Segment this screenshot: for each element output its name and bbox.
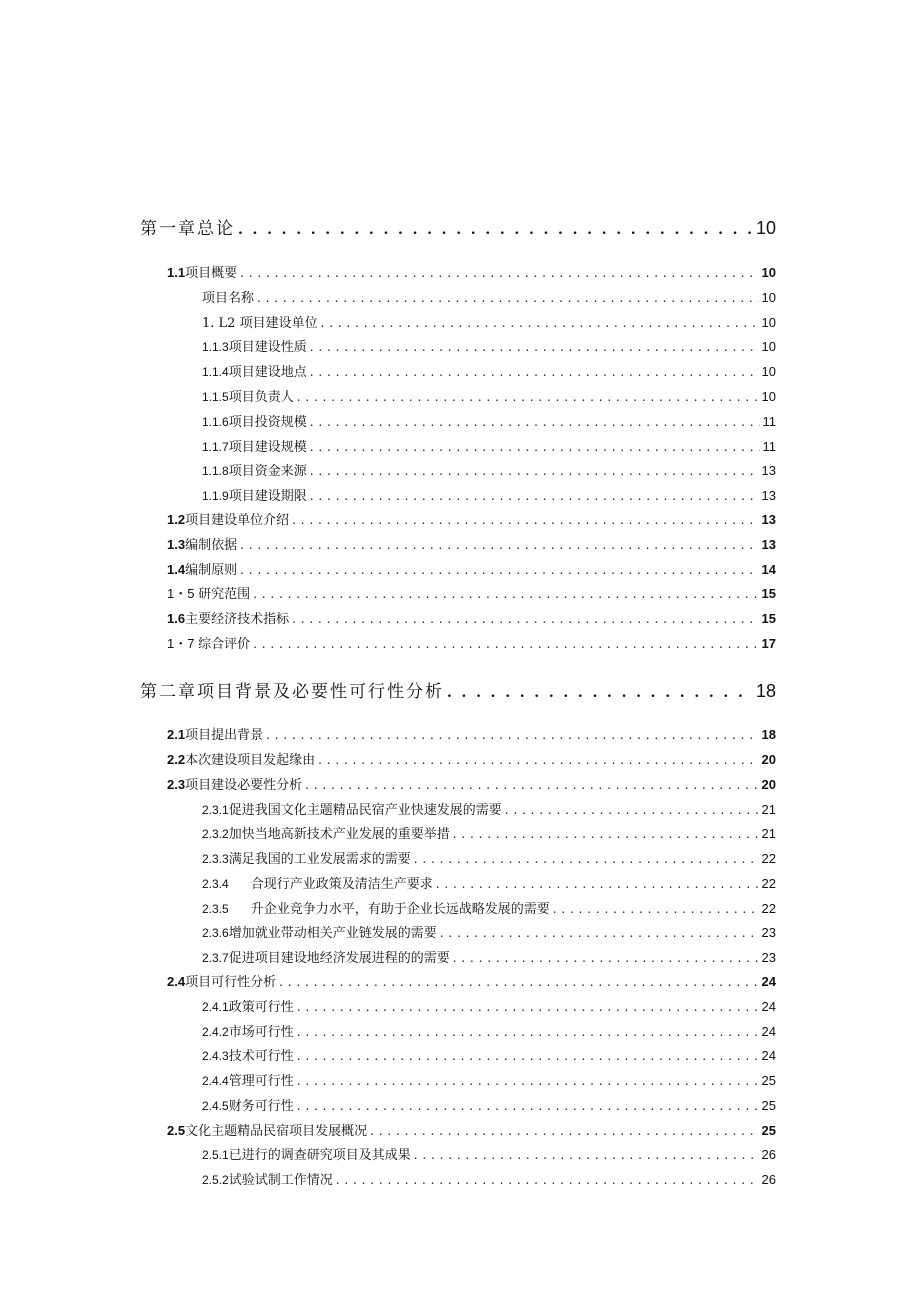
toc-entry-number: 2.5 xyxy=(167,1123,186,1138)
toc-page-number: 10 xyxy=(761,364,776,379)
toc-entry-number: 2.1 xyxy=(167,727,186,742)
toc-entry-number: 1.1.5 xyxy=(202,390,229,404)
toc-page-number: 13 xyxy=(761,463,776,478)
toc-entry-number: 2.2 xyxy=(167,752,186,767)
toc-entry-1-1[interactable] xyxy=(167,262,776,281)
toc-entry-title: 市场可行性 xyxy=(228,1025,294,1040)
toc-entry-number: 2.3.4 xyxy=(202,877,229,891)
toc-entry-title: 文化主题精品民宿项目发展概况 xyxy=(185,1124,368,1139)
toc-leader-dots xyxy=(240,266,758,280)
toc-entry-2-5-2[interactable] xyxy=(202,1169,776,1188)
toc-page-number: 20 xyxy=(761,752,776,767)
toc-page-number: 10 xyxy=(761,290,776,305)
toc-leader-dots xyxy=(292,513,758,527)
toc-entry-1-4[interactable] xyxy=(167,559,776,578)
toc-page-number: 25 xyxy=(761,1073,776,1088)
toc-leader-dots xyxy=(240,563,758,577)
toc-page-number: 14 xyxy=(761,562,776,577)
toc-entry-title: 政策可行性 xyxy=(228,1000,294,1015)
toc-entry-1-3[interactable] xyxy=(167,534,776,553)
toc-page-number: 23 xyxy=(761,925,776,940)
toc-page-number: 13 xyxy=(761,512,776,527)
toc-leader-dots xyxy=(297,1049,759,1063)
toc-leader-dots xyxy=(321,316,759,330)
toc-leader-dots xyxy=(297,1000,759,1014)
toc-entry-title: 项目建设规模 xyxy=(228,440,307,455)
toc-entry-title: 已进行的调查研究项目及其成果 xyxy=(228,1148,411,1163)
toc-entry-number: 2.3.7 xyxy=(202,951,229,965)
toc-page-number: 10 xyxy=(761,265,776,280)
toc-entry-title: 合现行产业政策及清洁生产要求 xyxy=(250,877,433,892)
toc-entry-title: 项目建设必要性分析 xyxy=(185,778,303,793)
toc-page-number: 25 xyxy=(761,1098,776,1113)
toc-entry-2-3-3[interactable] xyxy=(202,848,776,867)
toc-entry-1-1-7[interactable] xyxy=(202,436,776,455)
toc-page-number: 10 xyxy=(761,315,776,330)
toc-entry-2-1[interactable] xyxy=(167,724,776,743)
toc-page-number: 11 xyxy=(762,414,776,429)
toc-page-number: 22 xyxy=(761,851,776,866)
toc-entry-1-2[interactable] xyxy=(167,509,776,528)
toc-leader-dots xyxy=(297,1025,759,1039)
toc-page-number: 13 xyxy=(761,488,776,503)
toc-entry-title: 项目概要 xyxy=(185,266,238,281)
toc-leader-dots xyxy=(279,975,758,989)
toc-leader-dots xyxy=(310,464,759,478)
toc-leader-dots xyxy=(440,926,759,940)
toc-entry-2-2[interactable] xyxy=(167,749,776,768)
toc-entry-1-1-2[interactable] xyxy=(202,312,776,331)
toc-entry-number: 1.2 xyxy=(167,512,186,527)
toc-entry-1-1-3[interactable] xyxy=(202,336,776,355)
toc-leader-dots xyxy=(305,778,758,792)
toc-entry-2-3-7[interactable] xyxy=(202,947,776,966)
toc-leader-dots xyxy=(310,340,759,354)
toc-entry-2-3[interactable] xyxy=(167,774,776,793)
toc-entry-1-1-6[interactable] xyxy=(202,411,776,430)
toc-page-number: 22 xyxy=(761,901,776,916)
toc-entry-2-5-1[interactable] xyxy=(202,1144,776,1163)
toc-entry-number: 2.3.2 xyxy=(202,827,229,841)
toc-entry-number: 2.4.5 xyxy=(202,1099,229,1113)
toc-leader-dots xyxy=(297,1099,759,1113)
toc-entry-title: 增加就业带动相关产业链发展的需要 xyxy=(228,926,437,941)
toc-page-number: 24 xyxy=(761,999,776,1014)
toc-entry-number: 2.4.3 xyxy=(202,1049,229,1063)
toc-entry-number: 2.3 xyxy=(167,777,186,792)
toc-page-number: 23 xyxy=(761,950,776,965)
toc-entry-title: 项目名称 xyxy=(202,291,255,306)
toc-page-number: 22 xyxy=(761,876,776,891)
toc-entry-title: 管理可行性 xyxy=(228,1074,294,1089)
toc-entry-title: 项目提出背景 xyxy=(185,728,264,743)
toc-entry-title: 1. L2 项目建设单位 xyxy=(202,316,318,331)
toc-entry-number: 1.1 xyxy=(167,265,186,280)
toc-leader-dots xyxy=(257,291,759,305)
toc-entry-1-7[interactable] xyxy=(167,633,776,652)
toc-entry-2-3-1[interactable] xyxy=(202,799,776,818)
toc-chapter-2[interactable] xyxy=(140,677,776,702)
toc-leader-dots xyxy=(447,685,753,701)
toc-entry-title: 促进项目建设地经济发展进程的的需要 xyxy=(228,951,450,966)
toc-entry-title: 试验试制工作情况 xyxy=(228,1173,333,1188)
toc-entry-number: 2.4.2 xyxy=(202,1025,229,1039)
toc-leader-dots xyxy=(436,877,759,891)
toc-leader-dots xyxy=(240,538,758,552)
toc-entry-title: 编制依据 xyxy=(185,538,238,553)
toc-entry-number: 2.4.4 xyxy=(202,1074,229,1088)
toc-entry-title: 编制原则 xyxy=(185,563,238,578)
toc-page-number: 20 xyxy=(761,777,776,792)
toc-entry-1-1-1[interactable] xyxy=(202,287,776,306)
toc-leader-dots xyxy=(318,753,758,767)
toc-leader-dots xyxy=(453,827,759,841)
toc-page-number: 18 xyxy=(755,681,776,701)
toc-page-number: 21 xyxy=(761,826,776,841)
toc-entry-title: 满足我国的工业发展需求的需要 xyxy=(228,852,411,867)
toc-leader-dots xyxy=(553,902,759,916)
toc-page-number: 13 xyxy=(761,537,776,552)
toc-leader-dots xyxy=(253,587,758,601)
toc-leader-dots xyxy=(238,222,753,238)
toc-page-number: 10 xyxy=(761,339,776,354)
toc-entry-number: 2.3.1 xyxy=(202,803,229,817)
toc-entry-title: 财务可行性 xyxy=(228,1099,294,1114)
toc-leader-dots xyxy=(253,637,758,651)
toc-page-number: 25 xyxy=(761,1123,776,1138)
toc-page-number: 24 xyxy=(761,1024,776,1039)
toc-entry-number: 2.5.2 xyxy=(202,1173,229,1187)
toc-entry-title: 项目资金来源 xyxy=(228,464,307,479)
toc-leader-dots xyxy=(292,612,758,626)
toc-page-number: 21 xyxy=(761,802,776,817)
toc-entry-title: 项目建设单位介绍 xyxy=(185,513,290,528)
toc-entry-2-3-6[interactable] xyxy=(202,922,776,941)
toc-entry-title: 项目可行性分析 xyxy=(185,975,277,990)
toc-leader-dots xyxy=(297,1074,759,1088)
toc-entry-2-4[interactable] xyxy=(167,971,776,990)
toc-leader-dots xyxy=(310,489,759,503)
toc-page-number: 11 xyxy=(762,439,776,454)
toc-leader-dots xyxy=(310,415,760,429)
toc-leader-dots xyxy=(310,440,760,454)
toc-leader-dots xyxy=(505,803,759,817)
toc-entry-title: 项目建设性质 xyxy=(228,340,307,355)
toc-page-number: 26 xyxy=(761,1147,776,1162)
toc-entry-1-6[interactable] xyxy=(167,608,776,627)
toc-entry-2-4-2[interactable] xyxy=(202,1021,776,1040)
toc-leader-dots xyxy=(310,365,759,379)
toc-entry-1-1-9[interactable] xyxy=(202,485,776,504)
toc-entry-number: 1.1.9 xyxy=(202,489,229,503)
toc-entry-number: 1.1.3 xyxy=(202,340,229,354)
toc-entry-1-5[interactable] xyxy=(167,583,776,602)
toc-entry-title: 技术可行性 xyxy=(228,1049,294,1064)
toc-entry-title: 升企业竞争力水平，有助于企业长远战略发展的需要 xyxy=(250,902,550,917)
toc-entry-title: 项目投资规模 xyxy=(228,415,307,430)
toc-entry-title: 主要经济技术指标 xyxy=(185,612,290,627)
toc-leader-dots xyxy=(453,951,759,965)
toc-entry-2-4-5[interactable] xyxy=(202,1095,776,1114)
toc-entry-1-1-4[interactable] xyxy=(202,361,776,380)
toc-entry-2-3-5[interactable] xyxy=(202,898,776,917)
toc-entry-number: 1.4 xyxy=(167,562,186,577)
toc-entry-title: 1・7 综合评价 xyxy=(167,636,251,651)
toc-leader-dots xyxy=(414,852,759,866)
toc-entry-number: 1.6 xyxy=(167,611,186,626)
toc-entry-2-4-4[interactable] xyxy=(202,1070,776,1089)
toc-entry-number: 2.3.3 xyxy=(202,852,229,866)
toc-entry-2-5[interactable] xyxy=(167,1120,776,1139)
toc-leader-dots xyxy=(414,1148,759,1162)
toc-chapter-1[interactable] xyxy=(140,214,776,239)
toc-entry-number: 2.3.6 xyxy=(202,926,229,940)
toc-page-number: 10 xyxy=(755,218,776,238)
toc-entry-2-4-3[interactable] xyxy=(202,1045,776,1064)
toc-page-number: 17 xyxy=(761,636,776,651)
toc-leader-dots xyxy=(336,1173,759,1187)
toc-page-number: 10 xyxy=(761,389,776,404)
toc-page-number: 26 xyxy=(761,1172,776,1187)
toc-entry-2-3-2[interactable] xyxy=(202,823,776,842)
toc-entry-number: 2.5.1 xyxy=(202,1148,229,1162)
toc-entry-2-3-4[interactable] xyxy=(202,873,776,892)
toc-chapter-title: 第二章项目背景及必要性可行性分析 xyxy=(140,682,444,702)
toc-entry-2-4-1[interactable] xyxy=(202,996,776,1015)
toc-entry-number: 1.1.4 xyxy=(202,365,229,379)
toc-entry-title: 加快当地高新技术产业发展的重要举措 xyxy=(228,827,450,842)
toc-page-number: 15 xyxy=(761,586,776,601)
toc-entry-title: 项目建设期限 xyxy=(228,489,307,504)
toc-leader-dots xyxy=(297,390,759,404)
toc-entry-number: 1.3 xyxy=(167,537,186,552)
toc-entry-title: 本次建设项目发起缘由 xyxy=(185,753,316,768)
toc-entry-number: 1.1.6 xyxy=(202,415,229,429)
toc-page-number: 24 xyxy=(761,974,776,989)
toc-entry-number: 2.4 xyxy=(167,974,186,989)
toc-page-number: 15 xyxy=(761,611,776,626)
toc-entry-number: 1.1.7 xyxy=(202,440,229,454)
toc-entry-number: 1.1.8 xyxy=(202,464,229,478)
toc-page-number: 24 xyxy=(761,1048,776,1063)
toc-entry-title: 促进我国文化主题精品民宿产业快速发展的需要 xyxy=(228,803,502,818)
toc-entry-number: 2.3.5 xyxy=(202,902,229,916)
toc-entry-title: 项目负责人 xyxy=(228,390,294,405)
toc-entry-number: 2.4.1 xyxy=(202,1000,229,1014)
toc-leader-dots xyxy=(266,728,758,742)
toc-entry-1-1-8[interactable] xyxy=(202,460,776,479)
toc-leader-dots xyxy=(370,1124,758,1138)
toc-entry-1-1-5[interactable] xyxy=(202,386,776,405)
toc-page-number: 18 xyxy=(761,727,776,742)
toc-entry-title: 1・5 研究范围 xyxy=(167,586,251,601)
toc-chapter-title: 第一章总论 xyxy=(140,219,235,239)
toc-entry-title: 项目建设地点 xyxy=(228,365,307,380)
